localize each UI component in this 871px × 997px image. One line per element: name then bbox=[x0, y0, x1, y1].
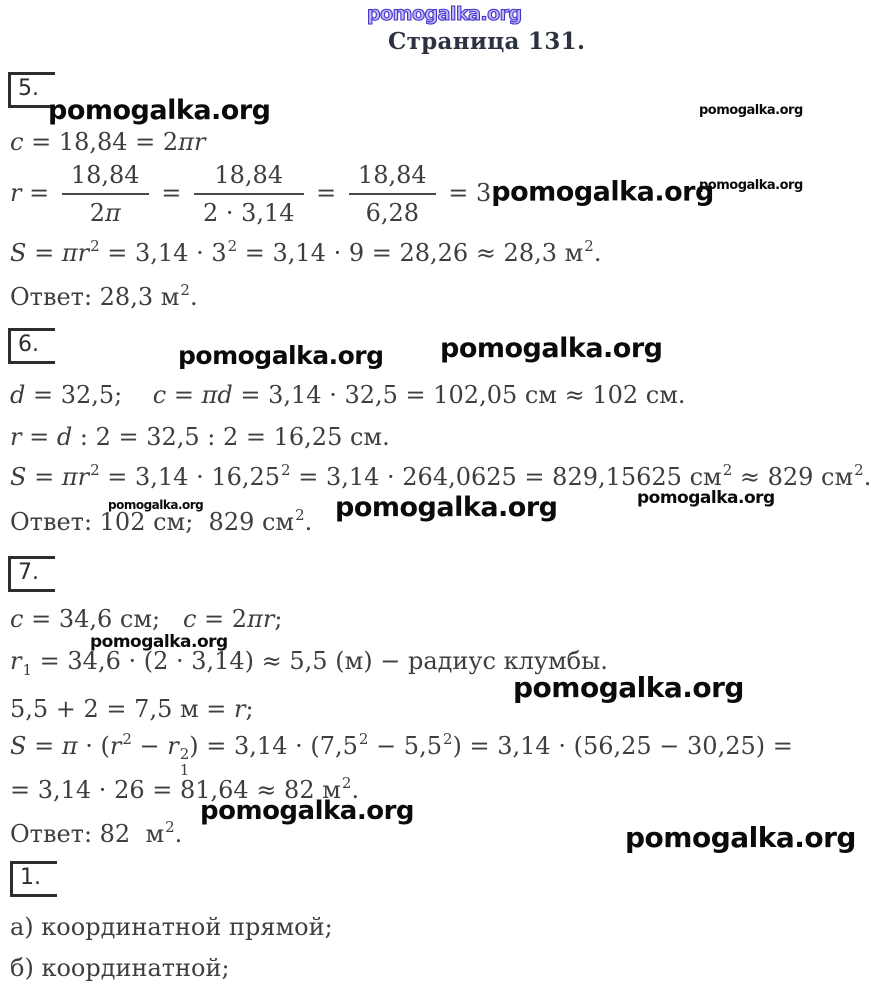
site-watermark-top: pomogalka.org bbox=[367, 3, 522, 25]
p1-item-b: б) координатной; bbox=[10, 954, 230, 982]
p6-answer: Ответ: 102 см; 829 $см^2$. bbox=[10, 506, 313, 536]
p5-answer: Ответ: 28,3 $м^2$. bbox=[10, 281, 198, 311]
problem-5-number: 5. bbox=[8, 72, 55, 108]
p7-eq-outer-radius: 5,5 + 2 = 7,5 м = r; bbox=[10, 695, 254, 723]
p6-eq-circumference: d = 32,5; c = πd = 3,14 · 32,5 = 102,05 см ≈ 102 см. bbox=[10, 381, 686, 409]
p5-eq-radius bbox=[10, 160, 714, 228]
page-title: Страница 131. bbox=[388, 28, 586, 55]
p7-eq-inner-radius: $r_1 = 34,6 \cdot (2 \cdot 3,14) \approx 5,5$ (м) − радиус клумбы. bbox=[10, 647, 608, 679]
watermark-p7-c: pomogalka.org bbox=[200, 796, 415, 826]
p6-eq-area: $S = \pi r^2 = 3,14 \cdot 16,25^2 = 3,14 \cdot 264,0625 = 829,15625$ $см^2 \approx 829$ $см^2$. bbox=[10, 461, 871, 491]
p7-eq-ring-area: $S = \pi \cdot (r^2 - r$ 2 1 ) = $3,14 \cdot (7,5^2 - 5,5^2) = 3,14 \cdot (56,25 - 30,25)$ = bbox=[10, 730, 793, 779]
watermark-p7-a: pomogalka.org bbox=[90, 632, 228, 652]
watermark-p6-b: pomogalka.org bbox=[440, 333, 663, 364]
p7-answer: Ответ: 82 $м^2$. bbox=[10, 818, 183, 848]
problem-6-number: 6. bbox=[8, 328, 55, 364]
p5-eq-area: $S = \pi r^2 = 3,14 \cdot 3^2 = 3,14 \cdot 9 = 28,26 \approx 28,3$ $м^2$. bbox=[10, 237, 602, 267]
watermark-p7-b: pomogalka.org bbox=[513, 671, 744, 704]
watermark-p6-a: pomogalka.org bbox=[178, 341, 384, 370]
p7-eq-given: c = 34,6 см; c = 2πr; bbox=[10, 605, 283, 633]
watermark-p5-header: pomogalka.org bbox=[48, 95, 271, 126]
p1-item-a: а) координатной прямой; bbox=[10, 913, 333, 941]
watermark-p6-small: pomogalka.org bbox=[108, 498, 204, 512]
p6-eq-radius: r = d : 2 = 32,5 : 2 = 16,25 см. bbox=[10, 423, 390, 451]
problem-7-number: 7. bbox=[8, 556, 55, 592]
watermark-p5-inline: pomogalka.org bbox=[491, 176, 714, 208]
watermark-p7-d: pomogalka.org bbox=[625, 821, 856, 854]
p5-eq-radius-expr: r = $\frac{18,84}{2\pi}$ = $\frac{18,84}{2 \cdot 3,14}$ = $\frac{18,84}{6,28}$ = 3 bbox=[10, 161, 492, 227]
problem-1-number: 1. bbox=[10, 861, 57, 897]
watermark-right-1: pomogalka.org bbox=[699, 103, 803, 118]
p7-eq-ring-area-result: = 3,14 · 26 = 81,64 ≈ 82 $м^2$. bbox=[10, 774, 360, 804]
watermark-right-2: pomogalka.org bbox=[699, 178, 803, 193]
watermark-p6-big: pomogalka.org bbox=[335, 492, 558, 523]
p5-eq-circumference: c = 18,84 = 2πr bbox=[10, 128, 206, 156]
watermark-p6-right: pomogalka.org bbox=[637, 488, 775, 508]
